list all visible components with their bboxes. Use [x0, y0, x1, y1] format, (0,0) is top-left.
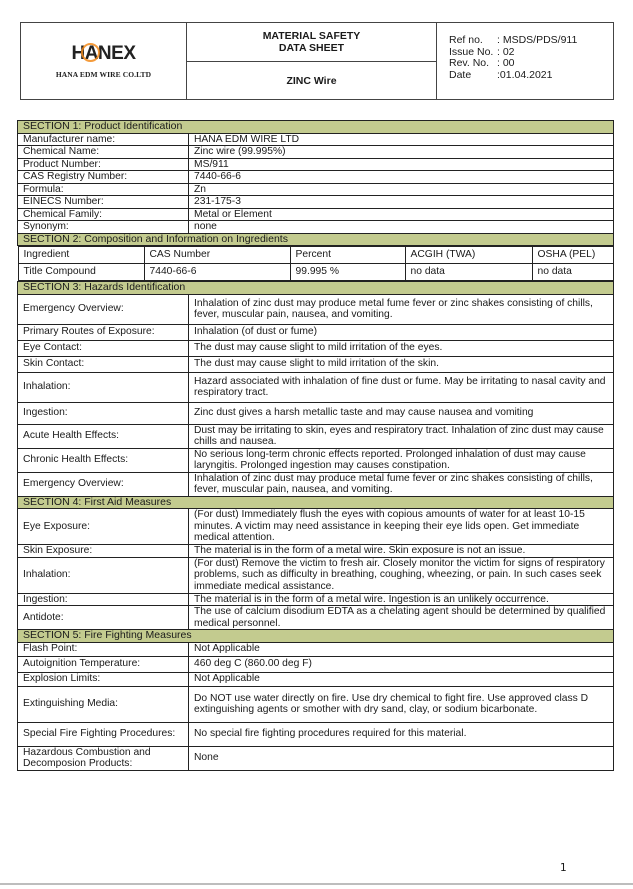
table-row	[18, 672, 614, 686]
table-row	[18, 472, 614, 496]
table-row	[18, 372, 614, 402]
ingredient-cell: no data	[405, 264, 532, 281]
hanex-logo	[71, 44, 135, 64]
column-header: CAS Number	[144, 247, 290, 264]
row-label: EINECS Number:	[18, 196, 189, 209]
section-3-header	[18, 282, 614, 295]
ingredient-cell: 7440-66-6	[144, 264, 290, 281]
company-logo-block	[21, 23, 187, 99]
reference-block	[437, 23, 613, 99]
column-header: Percent	[290, 247, 405, 264]
row-label: Emergency Overview:	[18, 294, 189, 324]
row-label: Acute Health Effects:	[18, 424, 189, 448]
row-label: Flash Point:	[18, 642, 189, 656]
column-header: OSHA (PEL)	[532, 247, 613, 264]
row-label: Chronic Health Effects:	[18, 448, 189, 472]
row-value: Metal or Element	[189, 208, 614, 221]
row-label: Synonym:	[18, 221, 189, 234]
section-title: SECTION 4: First Aid Measures	[18, 496, 614, 509]
section-title: SECTION 3: Hazards Identification	[18, 282, 614, 295]
row-label: Chemical Name:	[18, 146, 189, 159]
row-value: The dust may cause slight to mild irritation of the skin.	[189, 356, 614, 372]
row-value: None	[189, 746, 614, 770]
row-label: Extinguishing Media:	[18, 686, 189, 722]
row-value: No special fire fighting procedures required for this material.	[189, 722, 614, 746]
row-value: Zn	[189, 183, 614, 196]
page-bottom-divider	[0, 883, 633, 885]
ingredient-cell: no data	[532, 264, 613, 281]
row-label: Ingestion:	[18, 402, 189, 424]
row-label: Antidote:	[18, 606, 189, 630]
document-header	[20, 22, 614, 100]
product-name: ZINC Wire	[286, 74, 337, 87]
ref-row: Ref no. : MSDS/PDS/911	[449, 34, 578, 46]
ingredient-cell: 99.995 %	[290, 264, 405, 281]
row-label: Skin Exposure:	[18, 545, 189, 558]
doc-title-line2: DATA SHEET	[278, 42, 345, 54]
table-row	[18, 424, 614, 448]
section-5-header	[18, 630, 614, 643]
table-row	[18, 606, 614, 630]
table-row	[18, 294, 614, 324]
row-value: Dust may be irritating to skin, eyes and respiratory tract. Inhalation of zinc dust may cause chills and nausea.	[189, 424, 614, 448]
doc-title-line1: MATERIAL SAFETY	[262, 30, 361, 42]
section-4-header	[18, 496, 614, 509]
row-label: Emergency Overview:	[18, 472, 189, 496]
row-value: (For dust) Immediately flush the eyes with copious amounts of water for at least 10-15 minutes. A victim may need assistance in keeping their eye lids open. Get immediate medical attention.	[189, 509, 614, 545]
row-label: Inhalation:	[18, 557, 189, 593]
row-label: Special Fire Fighting Procedures:	[18, 722, 189, 746]
row-value: Not Applicable	[189, 672, 614, 686]
document-title-block	[187, 23, 437, 99]
ingredient-row	[18, 264, 613, 281]
table-row	[18, 746, 614, 770]
ref-row: Issue No. : 02	[449, 45, 515, 58]
section-title: SECTION 1: Product Identification	[18, 121, 614, 134]
table-row	[18, 324, 614, 340]
row-label: Formula:	[18, 183, 189, 196]
table-row	[18, 208, 614, 221]
row-value: 7440-66-6	[189, 171, 614, 184]
row-label: Manufacturer name:	[18, 133, 189, 146]
ref-row: Date :01.04.2021	[449, 68, 553, 81]
row-value: Zinc wire (99.995%)	[189, 146, 614, 159]
ingredients-header-row	[18, 247, 613, 264]
column-header: Ingredient	[18, 247, 144, 264]
row-label: Product Number:	[18, 158, 189, 171]
table-row	[18, 402, 614, 424]
column-header: ACGIH (TWA)	[405, 247, 532, 264]
ingredients-table	[18, 246, 614, 281]
table-row	[18, 340, 614, 356]
row-value: Inhalation of zinc dust may produce metal fume fever or zinc shakes consisting of chills, fever, muscular pain, nausea, and vomiting.	[189, 294, 614, 324]
table-row	[18, 545, 614, 558]
table-row	[18, 593, 614, 606]
table-row	[18, 509, 614, 545]
row-value: MS/911	[189, 158, 614, 171]
row-value: The material is in the form of a metal wire. Skin exposure is not an issue.	[189, 545, 614, 558]
section-title: SECTION 5: Fire Fighting Measures	[18, 630, 614, 643]
ingredients-row	[18, 246, 614, 282]
section-2-header	[18, 233, 614, 246]
table-row	[18, 171, 614, 184]
row-label: Chemical Family:	[18, 208, 189, 221]
row-value: 460 deg C (860.00 deg F)	[189, 656, 614, 672]
company-name: HANA EDM WIRE CO.LTD	[55, 69, 152, 79]
row-value: Inhalation of zinc dust may produce metal fume fever or zinc shakes consisting of chills, fever, muscular pain, nausea, and vomiting.	[189, 472, 614, 496]
row-label: Explosion Limits:	[18, 672, 189, 686]
row-label: Hazardous Combustion and Decomposion Products:	[18, 746, 189, 770]
row-value: (For dust) Remove the victim to fresh air. Closely monitor the victim for signs of respiratory problems, such as difficulty in breathing, coughing, wheezing, or pain. In such cases seek immediate medical assistance.	[189, 557, 614, 593]
section-title: SECTION 2: Composition and Information on Ingredients	[18, 233, 614, 246]
table-row	[18, 196, 614, 209]
row-value: none	[189, 221, 614, 234]
row-value: HANA EDM WIRE LTD	[189, 133, 614, 146]
row-label: Autoignition Temperature:	[18, 656, 189, 672]
table-row	[18, 686, 614, 722]
table-row	[18, 146, 614, 159]
row-label: CAS Registry Number:	[18, 171, 189, 184]
row-value: Inhalation (of dust or fume)	[189, 324, 614, 340]
row-label: Eye Exposure:	[18, 509, 189, 545]
row-value: Hazard associated with inhalation of fine dust or fume. May be irritating to nasal cavity and respiratory tract.	[189, 372, 614, 402]
table-row	[18, 557, 614, 593]
row-value: The use of calcium disodium EDTA as a chelating agent should be determined by qualified medical personnel.	[189, 606, 614, 630]
row-label: Primary Routes of Exposure:	[18, 324, 189, 340]
row-value: The dust may cause slight to mild irritation of the eyes.	[189, 340, 614, 356]
logo-ring-icon	[81, 43, 100, 62]
table-row	[18, 221, 614, 234]
msds-table	[17, 120, 614, 771]
section-1-header	[18, 121, 614, 134]
table-row	[18, 722, 614, 746]
row-label: Inhalation:	[18, 372, 189, 402]
table-row	[18, 356, 614, 372]
row-value: No serious long-term chronic effects reported. Prolonged inhalation of dust may cause laryngitis. Prolonged ingestion may causes constipation.	[189, 448, 614, 472]
ingredient-cell: Title Compound	[18, 264, 144, 281]
row-label: Ingestion:	[18, 593, 189, 606]
ref-row: Rev. No. : 00	[449, 57, 515, 69]
table-row	[18, 158, 614, 171]
row-value: Not Applicable	[189, 642, 614, 656]
row-value: The material is in the form of a metal wire. Ingestion is an unlikely occurrence.	[189, 593, 614, 606]
table-row	[18, 642, 614, 656]
row-value: Zinc dust gives a harsh metallic taste and may cause nausea and vomiting	[189, 402, 614, 424]
row-label: Skin Contact:	[18, 356, 189, 372]
row-value: 231-175-3	[189, 196, 614, 209]
table-row	[18, 448, 614, 472]
table-row	[18, 656, 614, 672]
logo-text: HANEX	[71, 42, 136, 64]
table-row	[18, 183, 614, 196]
row-value: Do NOT use water directly on fire. Use dry chemical to fight fire. Use approved class D extinguishing agents or smother with dry sand, clay, or sodium bicarbonate.	[189, 686, 614, 722]
row-label: Eye Contact:	[18, 340, 189, 356]
table-row	[18, 133, 614, 146]
page-number: 1	[560, 862, 567, 874]
